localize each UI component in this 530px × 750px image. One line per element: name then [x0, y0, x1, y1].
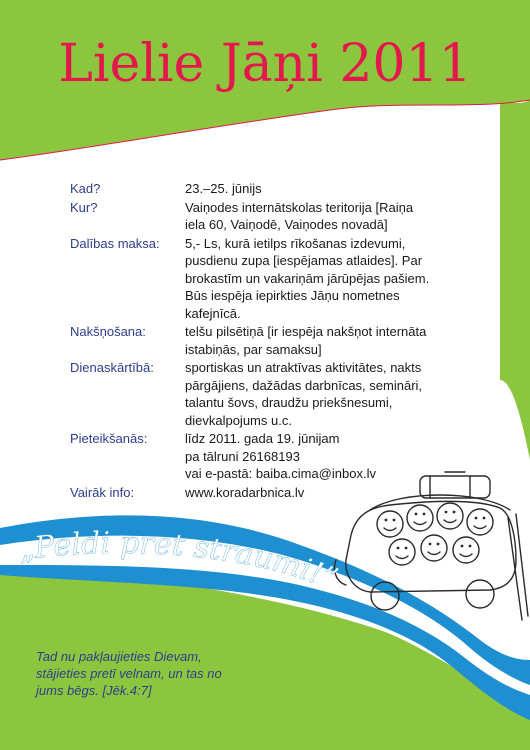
- info-label: Vairāk info:: [70, 484, 135, 500]
- info-value: [185, 199, 455, 234]
- info-line: Būs iespēja iepirkties Jāņu nometnes: [185, 288, 400, 303]
- quote-line: jums bēgs. [Jēk.4:7]: [36, 683, 152, 698]
- info-label: Nakšņošana:: [70, 324, 146, 339]
- info-value: [185, 235, 455, 323]
- info-value: [185, 180, 455, 198]
- info-row-agenda: [70, 359, 490, 429]
- info-label: Dalības maksa:: [70, 235, 160, 251]
- info-label: Pieteikšanās:: [70, 431, 148, 446]
- info-line: iela 60, Vaiņodē, Vaiņodes novadā]: [185, 217, 388, 232]
- info-line: talantu šovs, draudžu priekšnesumi,: [185, 395, 393, 410]
- info-row-where: [70, 199, 490, 234]
- bible-quote: [36, 648, 222, 699]
- car-doodle-illustration: [330, 470, 530, 630]
- info-line: 5,- Ls, kurā ietilps rīkošanas izdevumi,: [185, 235, 406, 251]
- info-line: pusdienu zupa [iespējamas atlaides]. Par: [185, 253, 423, 268]
- event-info: [70, 180, 490, 502]
- info-row-when: [70, 180, 490, 198]
- info-line: kafejnīcā.: [185, 305, 241, 321]
- info-line: brokastīm un vakariņām jārūpējas pašiem.: [185, 270, 430, 286]
- info-line: telšu pilsētiņā [ir iespēja nakšņot internāta: [185, 324, 427, 339]
- info-line: pārgājiens, dažādas darbnīcas, semināri,: [185, 377, 423, 393]
- info-line: sportiskas un atraktīvas aktivitātes, nakts: [185, 360, 422, 375]
- info-line: vai e-pastā: baiba.cima@inbox.lv: [185, 466, 376, 481]
- info-line: 23.–25. jūnijs: [185, 181, 262, 196]
- info-line: līdz 2011. gada 19. jūnijam: [185, 431, 340, 446]
- info-line: dievkalpojums u.c.: [185, 412, 292, 428]
- quote-line: stājieties pretī velnam, un tas no: [36, 666, 222, 681]
- info-line: istabiņās, par samaksu]: [185, 341, 322, 357]
- info-label: Dienaskārtībā:: [70, 360, 154, 375]
- info-label: Kad?: [70, 181, 101, 196]
- info-line: Vaiņodes internātskolas teritorija [Raiņa: [185, 199, 414, 215]
- quote-line: Tad nu pakļaujieties Dievam,: [36, 649, 202, 664]
- info-line: pa tālruni 26168193: [185, 448, 300, 464]
- info-value: [185, 323, 455, 358]
- slogan-textpath: „Peldi pret straumi!”: [16, 525, 343, 598]
- right-green-strip: [500, 100, 530, 460]
- info-label: Kur?: [70, 199, 98, 215]
- info-row-fee: [70, 235, 490, 323]
- info-row-lodging: [70, 323, 490, 358]
- info-value: [185, 359, 455, 429]
- info-line: www.koradarbnica.lv: [185, 484, 305, 500]
- poster-title: Lielie Jāņi 2011: [58, 34, 472, 94]
